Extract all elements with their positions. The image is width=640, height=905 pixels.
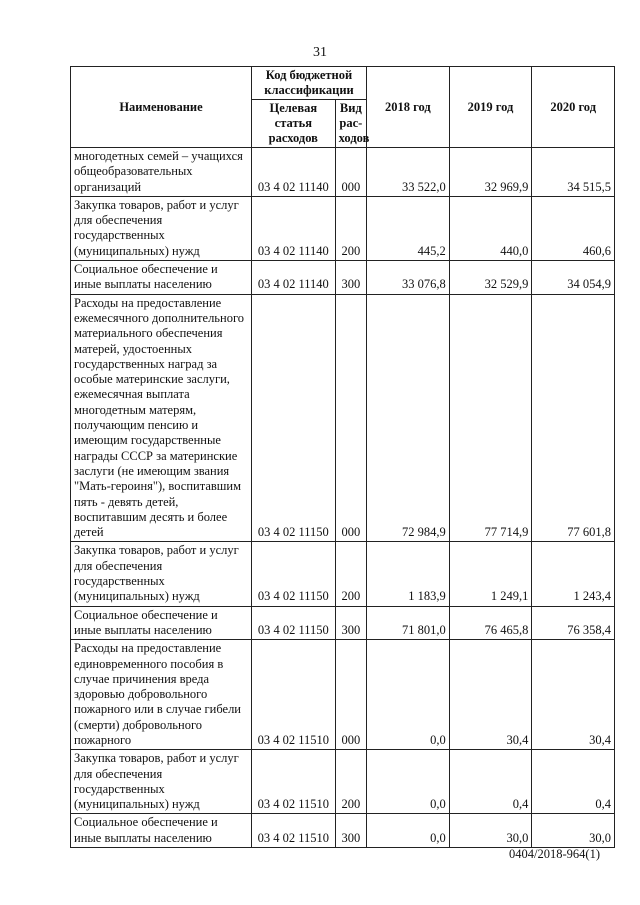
row-2019: 77 714,9: [449, 294, 532, 542]
header-name: Наименование: [71, 67, 252, 148]
row-vid: 300: [335, 814, 366, 848]
header-vid: Вид рас-ходов: [335, 100, 366, 148]
row-2019: 32 969,9: [449, 148, 532, 197]
budget-table: [70, 66, 615, 848]
table-row: [71, 750, 615, 814]
row-code: 03 4 02 11510: [251, 814, 335, 848]
header-2018: 2018 год: [367, 67, 450, 148]
row-2020: 30,4: [532, 640, 615, 750]
row-2020: 1 243,4: [532, 542, 615, 606]
header-kbk: Код бюджетной классификации: [251, 67, 366, 100]
row-2018: 445,2: [367, 196, 450, 260]
row-vid: 000: [335, 640, 366, 750]
row-name: Закупка товаров, работ и услуг для обеспечения государственных (муниципальных) нужд: [71, 196, 252, 260]
row-vid: 000: [335, 294, 366, 542]
row-2019: 1 249,1: [449, 542, 532, 606]
row-vid: 300: [335, 606, 366, 640]
table-row: [71, 196, 615, 260]
row-vid: 200: [335, 196, 366, 260]
header-target: Целевая статья расходов: [251, 100, 335, 148]
row-name: Закупка товаров, работ и услуг для обеспечения государственных (муниципальных) нужд: [71, 542, 252, 606]
row-name: Закупка товаров, работ и услуг для обеспечения государственных (муниципальных) нужд: [71, 750, 252, 814]
row-code: 03 4 02 11140: [251, 148, 335, 197]
row-vid: 300: [335, 261, 366, 295]
table-row: [71, 294, 615, 542]
table-row: [71, 542, 615, 606]
row-name: Социальное обеспечение и иные выплаты населению: [71, 261, 252, 295]
row-vid: 200: [335, 542, 366, 606]
row-2018: 33 522,0: [367, 148, 450, 197]
table-row: [71, 261, 615, 295]
row-name: Расходы на предоставление единовременного пособия в случае причинения вреда здоровью добровольного пожарного или в случае гибели (смерти) добровольного пожарного: [71, 640, 252, 750]
row-code: 03 4 02 11150: [251, 606, 335, 640]
row-2020: 460,6: [532, 196, 615, 260]
row-2020: 77 601,8: [532, 294, 615, 542]
row-2019: 30,0: [449, 814, 532, 848]
table-row: [71, 814, 615, 848]
row-2019: 440,0: [449, 196, 532, 260]
table-row: [71, 148, 615, 197]
header-2020: 2020 год: [532, 67, 615, 148]
row-code: 03 4 02 11140: [251, 261, 335, 295]
row-2019: 32 529,9: [449, 261, 532, 295]
row-2018: 72 984,9: [367, 294, 450, 542]
row-vid: 000: [335, 148, 366, 197]
row-2020: 76 358,4: [532, 606, 615, 640]
row-code: 03 4 02 11150: [251, 542, 335, 606]
row-2019: 0,4: [449, 750, 532, 814]
row-name: Расходы на предоставление ежемесячного дополнительного материального обеспечения матерей, удостоенных государственных наград за особые материнские заслуги, ежемесячная выплата многодетным матерям, получающим пенсию и имеющим государственные награды СССР за материнские заслуги (не имеющим звания "Мать-героиня"), воспитавшим пять - девять детей, воспитавшим десять и более детей: [71, 294, 252, 542]
page-number: 31: [313, 45, 327, 60]
row-2019: 30,4: [449, 640, 532, 750]
row-2018: 0,0: [367, 640, 450, 750]
row-2019: 76 465,8: [449, 606, 532, 640]
row-code: 03 4 02 11510: [251, 750, 335, 814]
row-code: 03 4 02 11140: [251, 196, 335, 260]
row-code: 03 4 02 11510: [251, 640, 335, 750]
row-2018: 33 076,8: [367, 261, 450, 295]
row-vid: 200: [335, 750, 366, 814]
row-2020: 34 054,9: [532, 261, 615, 295]
table-row: [71, 640, 615, 750]
row-code: 03 4 02 11150: [251, 294, 335, 542]
row-2020: 30,0: [532, 814, 615, 848]
row-name: многодетных семей – учащихся общеобразовательных организаций: [71, 148, 252, 197]
document-code: 0404/2018-964(1): [509, 847, 600, 861]
row-name: Социальное обеспечение и иные выплаты населению: [71, 606, 252, 640]
row-2018: 0,0: [367, 750, 450, 814]
row-2020: 34 515,5: [532, 148, 615, 197]
row-2018: 0,0: [367, 814, 450, 848]
row-2018: 71 801,0: [367, 606, 450, 640]
row-name: Социальное обеспечение и иные выплаты населению: [71, 814, 252, 848]
header-2019: 2019 год: [449, 67, 532, 148]
row-2018: 1 183,9: [367, 542, 450, 606]
row-2020: 0,4: [532, 750, 615, 814]
table-row: [71, 606, 615, 640]
